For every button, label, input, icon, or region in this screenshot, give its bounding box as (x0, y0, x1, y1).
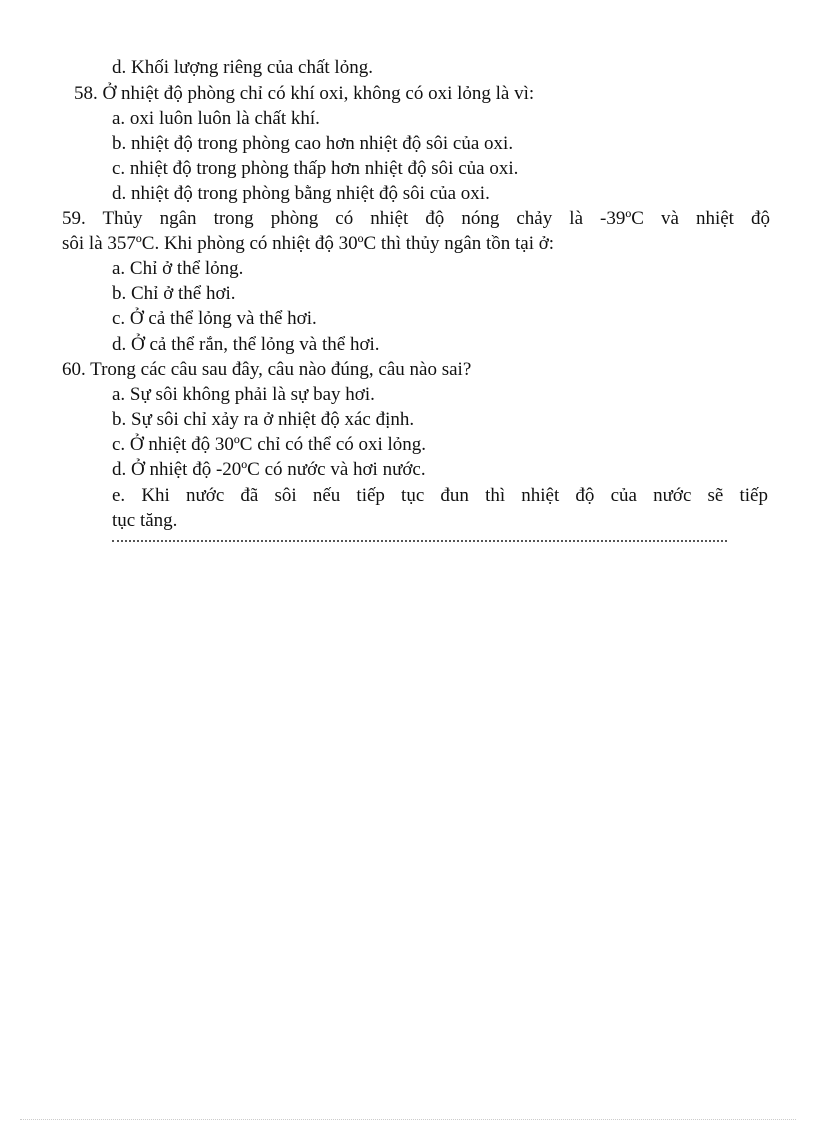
q59-option-c: c. Ở cả thể lỏng và thể hơi. (112, 308, 317, 329)
q59-question-line1: 59. Thủy ngân trong phòng có nhiệt độ nóng chảy là -39ºC và nhiệt độ (62, 208, 770, 229)
q59-question-line2: sôi là 357ºC. Khi phòng có nhiệt độ 30ºC thì thủy ngân tồn tại ở: (62, 233, 555, 254)
q58-option-d: d. nhiệt độ trong phòng bằng nhiệt độ sôi của oxi. (112, 183, 490, 204)
q59-option-d: d. Ở cả thể rắn, thể lỏng và thể hơi. (112, 334, 380, 355)
q58-option-a: a. oxi luôn luôn là chất khí. (112, 108, 320, 129)
q60-option-b: b. Sự sôi chỉ xảy ra ở nhiệt độ xác định. (112, 409, 415, 430)
q59-option-b: b. Chỉ ở thể hơi. (112, 283, 236, 304)
q60-option-a: a. Sự sôi không phải là sự bay hơi. (112, 384, 375, 405)
q60-option-c: c. Ở nhiệt độ 30ºC chỉ có thể có oxi lỏng. (112, 434, 427, 455)
q57-option-d: d. Khối lượng riêng của chất lỏng. (112, 57, 373, 78)
q59-option-a: a. Chỉ ở thể lỏng. (112, 258, 244, 279)
q60-question: 60. Trong các câu sau đây, câu nào đúng, câu nào sai? (62, 359, 472, 380)
q58-question: 58. Ở nhiệt độ phòng chỉ có khí oxi, không có oxi lỏng là vì: (74, 83, 535, 104)
q60-option-e-line2: tục tăng. (112, 510, 178, 531)
q58-option-b: b. nhiệt độ trong phòng cao hơn nhiệt độ sôi của oxi. (112, 133, 514, 154)
dotted-separator (112, 540, 727, 542)
q58-option-c: c. nhiệt độ trong phòng thấp hơn nhiệt độ sôi của oxi. (112, 158, 519, 179)
page-bottom-rule (20, 1119, 796, 1120)
q60-option-e-line1: e. Khi nước đã sôi nếu tiếp tục đun thì nhiệt độ của nước sẽ tiếp (112, 485, 768, 506)
q60-option-d: d. Ở nhiệt độ -20ºC có nước và hơi nước. (112, 459, 426, 480)
